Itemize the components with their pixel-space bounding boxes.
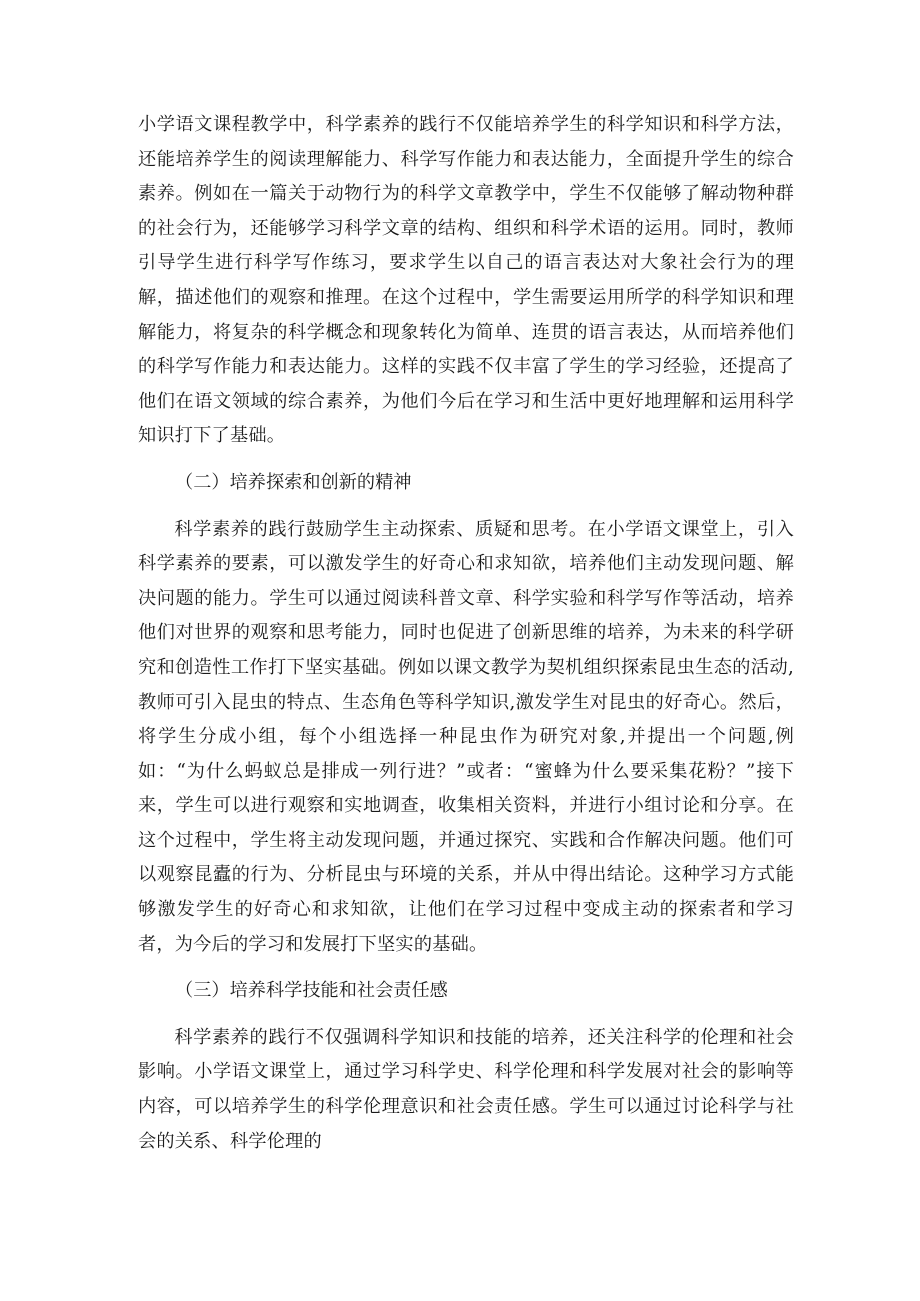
paragraph-2: 科学素养的践行鼓励学生主动探索、质疑和思考。在小学语文课堂上，引入科学素养的要素，可以激发学生的好奇心和求知欲，培养他们主动发现问题、解决问题的能力。学生可以通过阅读科普文章、科学实验和科学写作等活动，培养他们对世界的观察和思考能力，同时也促进了创新思维的培养，为未来的科学研究和创造性工作打下坚实基础。例如以课文教学为契机组织探索昆虫生态的活动,教师可引入昆虫的特点、生态角色等科学知识,激发学生对昆虫的好奇心。然后，将学生分成小组，每个小组选择一种昆虫作为研究对象,并提出一个问题,例如：“为什么蚂蚁总是排成一列行进？”或者：“蜜蜂为什么要采集花粉？”接下来，学生可以进行观察和实地调查，收集相关资料，并进行小组讨论和分享。在这个过程中，学生将主动发现问题，并通过探究、实践和合作解决问题。他们可以观察昆蠹的行为、分析昆虫与环境的关系，并从中得出结论。这种学习方式能够激发学生的好奇心和求知欲，让他们在学习过程中变成主动的探索者和学习者，为今后的学习和发展打下坚实的基础。 bbox=[138, 518, 794, 955]
paragraph-3: 科学素养的践行不仅强调科学知识和技能的培养，还关注科学的伦理和社会影响。小学语文课堂上，通过学习科学史、科学伦理和科学发展对社会的影响等内容，可以培养学生的科学伦理意识和社会责任感。学生可以通过讨论科学与社会的关系、科学伦理的 bbox=[138, 1026, 794, 1152]
section-heading-3: （三）培养科学技能和社会责任感 bbox=[175, 980, 448, 1002]
paragraph-1: 小学语文课程教学中，科学素养的践行不仅能培养学生的科学知识和科学方法，还能培养学生的阅读理解能力、科学写作能力和表达能力，全面提升学生的综合素养。例如在一篇关于动物行为的科学文章教学中，学生不仅能够了解动物种群的社会行为，还能够学习科学文章的结构、组织和科学术语的运用。同时，教师引导学生进行科学写作练习，要求学生以自己的语言表达对大象社会行为的理解，描述他们的观察和推理。在这个过程中，学生需要运用所学的科学知识和理解能力，将复杂的科学概念和现象转化为简单、连贯的语言表达，从而培养他们的科学写作能力和表达能力。这样的实践不仅丰富了学生的学习经验，还提高了他们在语文领域的综合素养，为他们今后在学习和生活中更好地理解和运用科学知识打下了基础。 bbox=[138, 114, 794, 447]
document-page bbox=[138, 108, 794, 1159]
section-heading-2: （二）培养探索和创新的精神 bbox=[175, 471, 412, 493]
